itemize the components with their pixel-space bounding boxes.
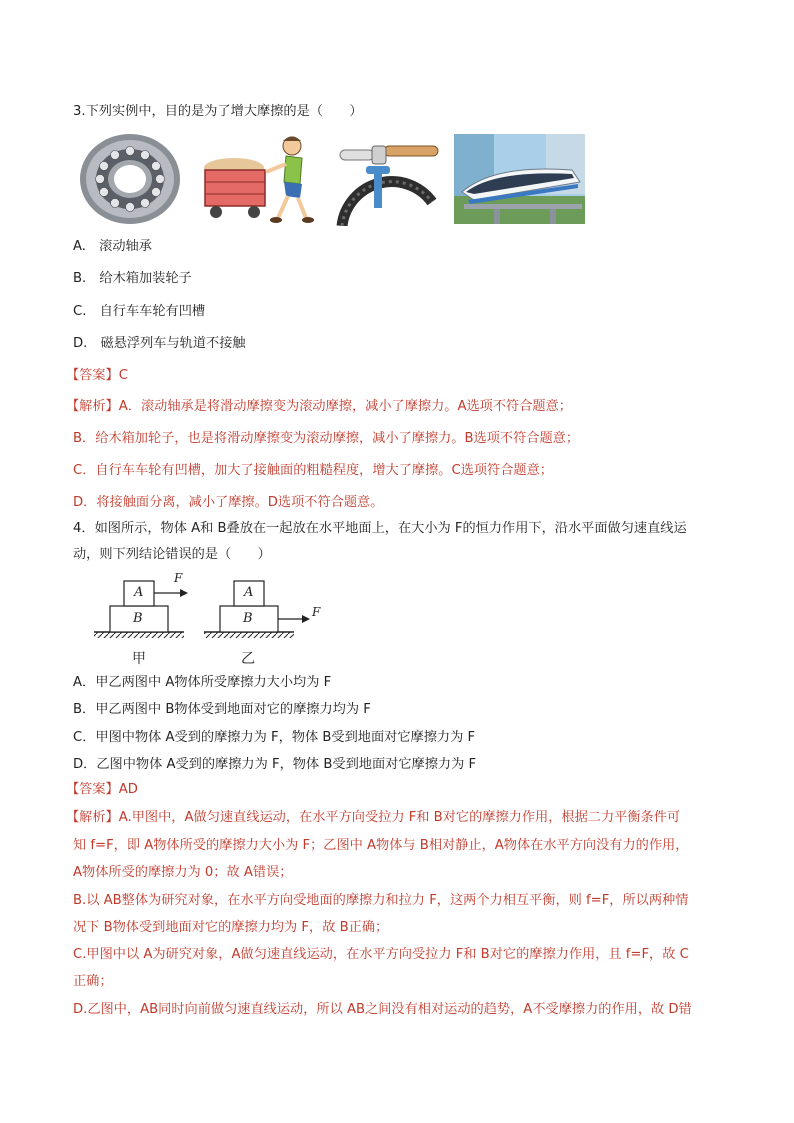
q4-analysis-line-7: 正确； <box>73 974 113 989</box>
q3-option-a: A. 滚动轴承 <box>73 239 152 254</box>
q4-analysis-text-1: A.甲图中，A做匀速直线运动，在水平方向受拉力 F和 B对它的摩擦力作用，根据二力平衡条件可 <box>118 810 681 825</box>
q4-analysis-line-6: C.甲图中以 A为研究对象，A做匀速直线运动，在水平方向受拉力 F和 B对它的摩擦力作用，且 f=F，故 C <box>73 947 689 962</box>
q3-answer-value: C <box>118 368 128 383</box>
fig-right-label-f: F <box>312 605 321 619</box>
q4-option-a: A．甲乙两图中 A物体所受摩擦力大小均为 F <box>73 675 332 690</box>
q3-images <box>78 132 598 226</box>
q4-answer-tag: 【答案】 <box>66 782 119 797</box>
q3-analysis-line-4: D．将接触面分离，减小了摩擦。D选项不符合题意。 <box>73 495 384 510</box>
q4-analysis-line-5: 况下 B物体受到地面对它的摩擦力均为 F，故 B正确； <box>73 920 389 935</box>
q4-stem-line-2: 动，则下列结论错误的是（ ） <box>73 547 271 562</box>
q4-analysis-line-8: D.乙图中，AB同时向前做匀速直线运动，所以 AB之间没有相对运动的趋势，A不受摩擦力的作用，故 D错 <box>73 1002 692 1017</box>
fig-left-label-f: F <box>174 571 183 585</box>
q3-analysis-tag: 【解析】 <box>66 399 119 414</box>
q4-stem-line-1: 4．如图所示，物体 A和 B叠放在一起放在水平地面上，在大小为 F的恒力作用下，沿水平面做匀速直线运 <box>73 521 687 536</box>
q3-analysis-line-2: B．给木箱加轮子，也是将滑动摩擦变为滚动摩擦，减小了摩擦力。B选项不符合题意； <box>73 431 580 446</box>
q3-analysis-line-3: C．自行车车轮有凹槽，加大了接触面的粗糙程度，增大了摩擦。C选项符合题意； <box>73 463 553 478</box>
fig-caption-right: 乙 <box>241 651 255 667</box>
q4-option-d: D．乙图中物体 A受到的摩擦力为 F，物体 B受到地面对它摩擦力为 F <box>73 757 477 772</box>
maglev-train-image <box>454 134 585 224</box>
q4-option-b: B．甲乙两图中 B物体受到地面对它的摩擦力均为 F <box>73 702 371 717</box>
q4-answer <box>66 781 726 799</box>
cart-pushing-image <box>202 132 320 226</box>
q3-option-c: C. 自行车车轮有凹槽 <box>73 304 206 319</box>
q4-analysis-line-3: A物体所受的摩擦力为 0；故 A错误； <box>73 865 293 880</box>
q4-analysis-line-2: 知 f=F，即 A物体所受的摩擦力大小为 F；乙图中 A物体与 B相对静止，A物体在水平方向没有力的作用， <box>73 838 689 853</box>
bicycle-wheel-image <box>336 132 442 226</box>
q4-option-c: C．甲图中物体 A受到的摩擦力为 F，物体 B受到地面对它摩擦力为 F <box>73 730 476 745</box>
q3-analysis-line-1 <box>66 398 726 416</box>
fig-left-label-a: A <box>134 585 144 600</box>
q3-option-b: B. 给木箱加装轮子 <box>73 271 192 286</box>
q4-figure <box>90 571 330 674</box>
q4-analysis-line-1 <box>66 809 726 827</box>
fig-right-label-a: A <box>244 585 254 600</box>
bearing-image <box>78 132 182 226</box>
fig-right-label-b: B <box>243 611 253 626</box>
q3-option-d: D. 磁悬浮列车与轨道不接触 <box>73 336 246 351</box>
q4-analysis-line-4: B.以 AB整体为研究对象，在水平方向受地面的摩擦力和拉力 F，这两个力相互平衡，则 f=F，所以两种情 <box>73 893 689 908</box>
q3-answer-tag: 【答案】 <box>66 368 119 383</box>
fig-left-label-b: B <box>133 611 143 626</box>
q4-answer-value: AD <box>118 782 138 797</box>
fig-caption-left: 甲 <box>132 651 146 667</box>
q3-stem: 3.下列实例中，目的是为了增大摩擦的是（ ） <box>73 104 363 119</box>
q3-answer <box>66 367 726 385</box>
q3-analysis-text-1: A．滚动轴承是将滑动摩擦变为滚动摩擦，减小了摩擦力。A选项不符合题意； <box>118 399 572 414</box>
q4-analysis-tag: 【解析】 <box>66 810 119 825</box>
